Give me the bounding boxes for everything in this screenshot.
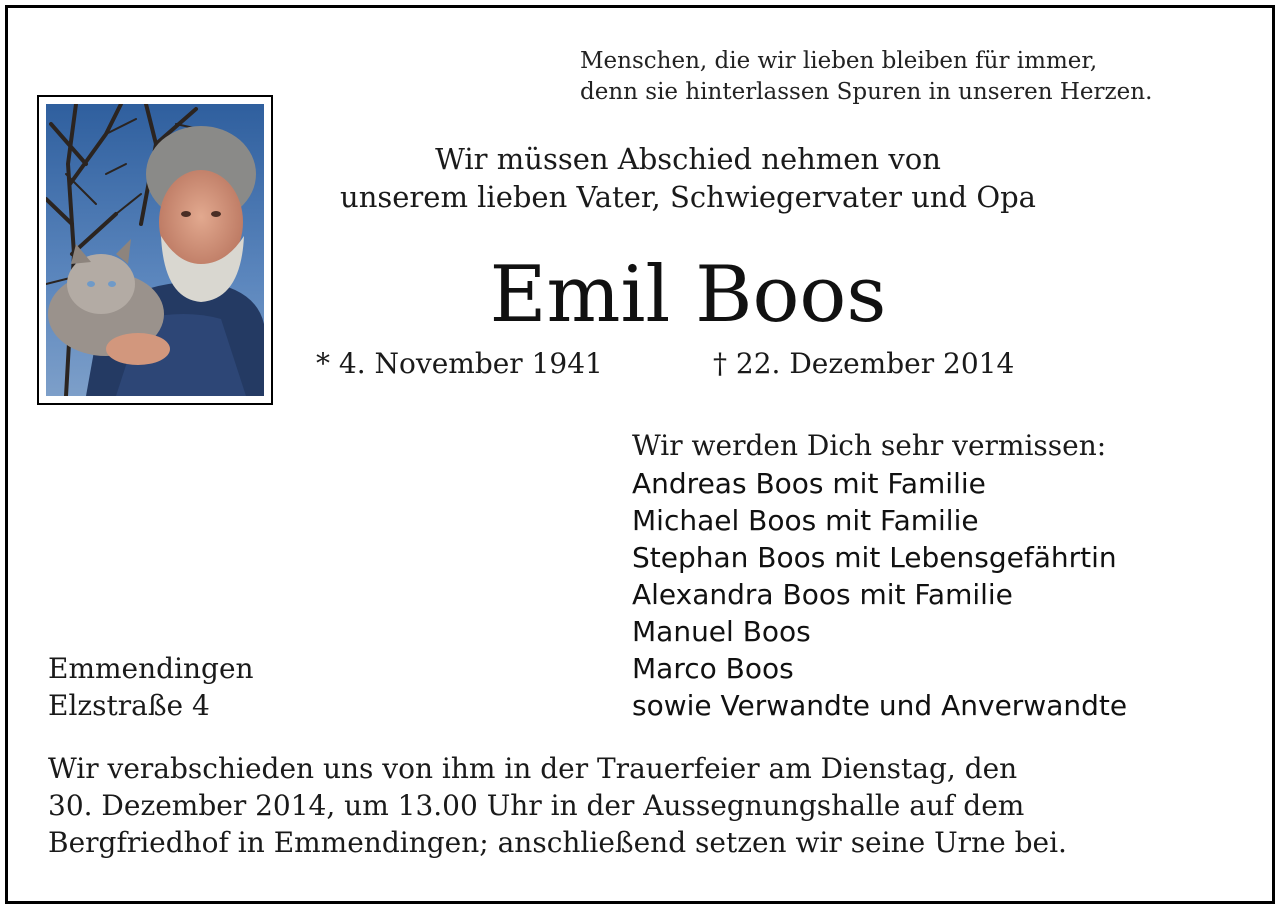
death-date: † 22. Dezember 2014 (713, 347, 1015, 380)
mourners-list (632, 465, 1127, 724)
portrait-photo-frame (37, 95, 273, 405)
portrait-photo (46, 104, 264, 396)
mourners-intro: Wir werden Dich sehr vermissen: (632, 429, 1107, 462)
mourner-item: sowie Verwandte und Anverwandte (632, 689, 1128, 722)
birth-date: * 4. November 1941 (316, 347, 603, 380)
funeral-line-3: Bergfriedhof in Emmendingen; anschließend setzen wir seine Urne bei. (48, 826, 1067, 859)
funeral-line-2: 30. Dezember 2014, um 13.00 Uhr in der Aussegnungshalle auf dem (48, 789, 1025, 822)
mourner-item: Marco Boos (632, 652, 794, 685)
farewell-intro-line-1: Wir müssen Abschied nehmen von (435, 142, 941, 176)
funeral-line-1: Wir verabschieden uns von ihm in der Trauerfeier am Dienstag, den (48, 752, 1018, 785)
address-city: Emmendingen (48, 652, 254, 685)
farewell-intro-line-2: unserem lieben Vater, Schwiegervater und Opa (340, 180, 1036, 214)
funeral-details (48, 750, 1238, 861)
family-address (48, 650, 254, 724)
deceased-name: Emil Boos (489, 250, 887, 340)
mourner-item: Stephan Boos mit Lebensgefährtin (632, 541, 1117, 574)
obituary-notice (5, 5, 1275, 904)
mourner-item: Michael Boos mit Familie (632, 504, 979, 537)
mourner-item: Alexandra Boos mit Familie (632, 578, 1013, 611)
motto-line-1: Menschen, die wir lieben bleiben für immer, (580, 48, 1098, 74)
mourner-item: Andreas Boos mit Familie (632, 467, 986, 500)
mourner-item: Manuel Boos (632, 615, 811, 648)
address-street: Elzstraße 4 (48, 689, 210, 722)
motto-quote (580, 46, 1152, 108)
farewell-intro (308, 140, 1068, 216)
motto-line-2: denn sie hinterlassen Spuren in unseren Herzen. (580, 79, 1153, 105)
